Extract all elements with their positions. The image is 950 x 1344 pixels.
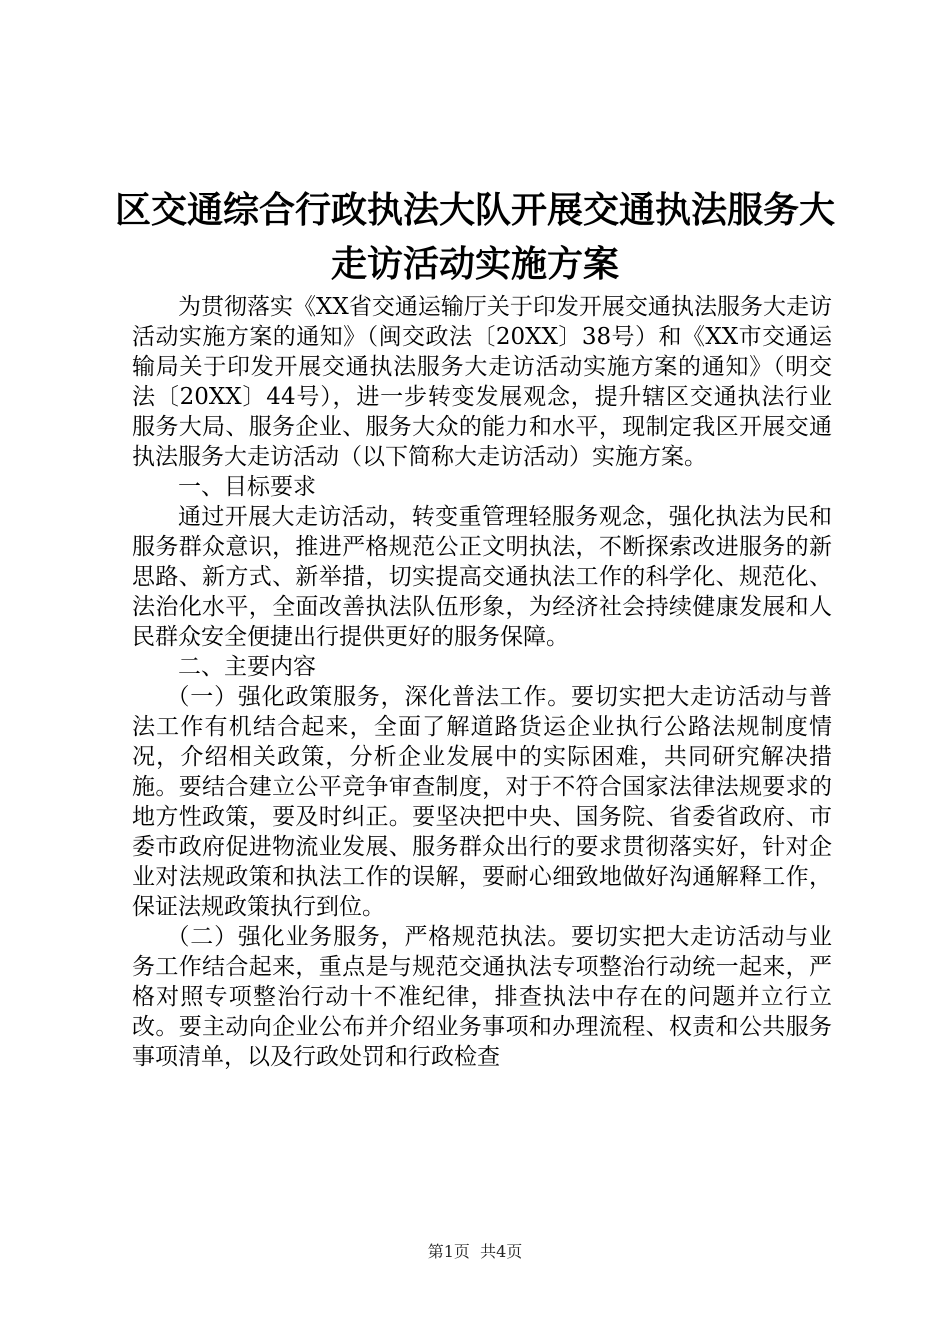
section-heading-goals: 一、目标要求: [178, 474, 316, 500]
document-title-line-2: 走访活动实施方案: [330, 243, 619, 285]
page-number-label: 第1页 共4页: [427, 1242, 523, 1261]
section-heading-content: 二、主要内容: [178, 654, 316, 680]
document-body: [132, 292, 832, 1072]
page-footer: [0, 1242, 950, 1262]
content-item-2-paragraph: （二）强化业务服务，严格规范执法。要切实把大走访活动与业务工作结合起来，重点是与规范交通执法专项整治行动统一起来，严格对照专项整治行动十不准纪律，排查执法中存在的问题并立行立改。要主动向企业公布并介绍业务事项和办理流程、权责和公共服务事项清单，以及行政处罚和行政检查: [132, 924, 832, 1070]
goals-paragraph: 通过开展大走访活动，转变重管理轻服务观念，强化执法为民和服务群众意识，推进严格规范公正文明执法，不断探索改进服务的新思路、新方式、新举措，切实提高交通执法工作的科学化、规范化、法治化水平，全面改善执法队伍形象，为经济社会持续健康发展和人民群众安全便捷出行提供更好的服务保障。: [132, 504, 832, 650]
document-title-line-1: 区交通综合行政执法大队开展交通执法服务大: [114, 189, 835, 231]
intro-paragraph: 为贯彻落实《XX省交通运输厅关于印发开展交通执法服务大走访活动实施方案的通知》（闽交政法〔20XX〕38号）和《XX市交通运输局关于印发开展交通执法服务大走访活动实施方案的通知》（明交法〔20XX〕44号），进一步转变发展观念，提升辖区交通执法行业服务大局、服务企业、服务大众的能力和水平，现制定我区开展交通执法服务大走访活动（以下简称大走访活动）实施方案。: [132, 294, 832, 470]
content-item-1-paragraph: （一）强化政策服务，深化普法工作。要切实把大走访活动与普法工作有机结合起来，全面了解道路货运企业执行公路法规制度情况，介绍相关政策，分析企业发展中的实际困难，共同研究解决措施。要结合建立公平竞争审查制度，对于不符合国家法律法规要求的地方性政策，要及时纠正。要坚决把中央、国务院、省委省政府、市委市政府促进物流业发展、服务群众出行的要求贯彻落实好，针对企业对法规政策和执法工作的误解，要耐心细致地做好沟通解释工作，保证法规政策执行到位。: [132, 684, 832, 920]
